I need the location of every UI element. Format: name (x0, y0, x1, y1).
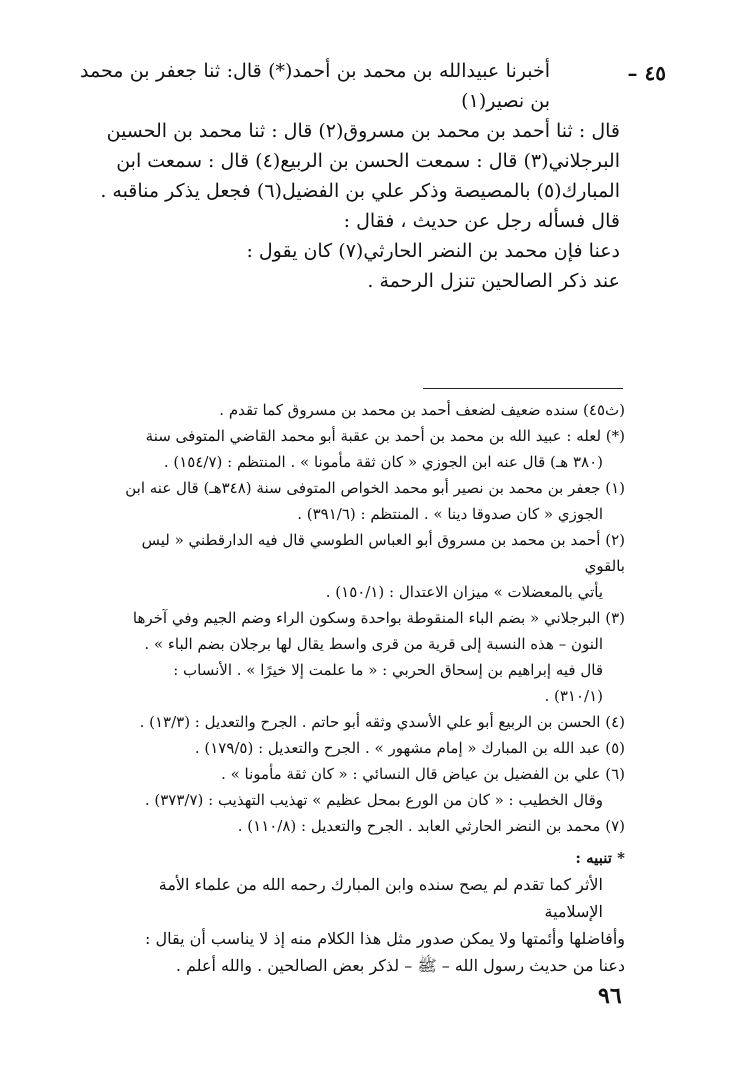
footnote-line: (٤) الحسن بن الربيع أبو علي الأسدي وثقه أبو حاتم . الجرح والتعديل : (١٣/٣) . (139, 713, 625, 731)
footnote-line: يأتي بالمعضلات » ميزان الاعتدال : (١٥٠/١) . (325, 583, 603, 601)
entry-number: ٤٥ – (627, 61, 666, 85)
footnote-line: (٧) محمد بن النضر الحارثي العابد . الجرح والتعديل : (١١٠/٨) . (237, 817, 625, 835)
main-line: قال : ثنا أحمد بن محمد بن مسروق(٢) قال : ثنا محمد بن الحسين (106, 120, 620, 142)
footnote-line: (٣) البرجلاني « بضم الباء المنقوطة بواحدة وسكون الراء وضم الجيم وفي آخرها (132, 609, 625, 627)
tanbih-line: وأفاضلها وأئمتها ولا يمكن صدور مثل هذا الكلام منه إذ لا يناسب أن يقال : (145, 929, 625, 948)
footnote-line: قال فيه إبراهيم بن إسحاق الحربي : « ما علمت إلا خيرًا » . الأنساب : (173, 661, 603, 679)
footnote-line: (ث٤٥) سنده ضعيف لضعف أحمد بن محمد بن مسروق كما تقدم . (219, 401, 625, 419)
main-line: أخبرنا عبيدالله بن محمد بن أحمد(*) قال: ثنا جعفر بن محمد بن نصير(١) (80, 60, 550, 112)
main-line: دعنا فإن محمد بن النضر الحارثي(٧) كان يقول : (246, 240, 620, 262)
main-line: المبارك(٥) بالمصيصة وذكر علي بن الفضيل(٦) فجعل يذكر مناقبه . (100, 180, 620, 202)
main-line: قال فسأله رجل عن حديث ، فقال : (343, 210, 620, 232)
footnote-line: النون – هذه النسبة إلى قرية من قرى واسط يقال لها برجلان بضم الباء » . (144, 635, 603, 653)
footnote-line: (١) جعفر بن محمد بن نصير أبو محمد الخواص المتوفى سنة (٣٤٨هـ) قال عنه ابن (125, 479, 625, 497)
footnote-line: (٢) أحمد بن محمد بن مسروق أبو العباس الطوسي قال فيه الدارقطني « ليس بالقوي (141, 531, 625, 575)
footnote-line: (*) لعله : عبيد الله بن محمد بن أحمد بن عقبة أبو محمد القاضي المتوفى سنة (145, 427, 625, 445)
page-number: ٩٦ (598, 983, 622, 1009)
footnote-line: الجوزي « كان صدوقا دينا » . المنتظم : (٣٩١/٦) . (297, 505, 603, 523)
footnote-line: (٣٨٠ هـ) قال عنه ابن الجوزي « كان ثقة مأمونا » . المنتظم : (١٥٤/٧) . (163, 453, 603, 471)
tanbih-line: الأثر كما تقدم لم يصح سنده وابن المبارك رحمه الله من علماء الأمة الإسلامية (158, 875, 603, 921)
main-text (80, 56, 620, 296)
footnote-line: (٥) عبد الله بن المبارك « إمام مشهور » . الجرح والتعديل : (١٧٩/٥) . (194, 739, 625, 757)
main-line: البرجلاني(٣) قال : سمعت الحسن بن الربيع(٤) قال : سمعت ابن (116, 150, 620, 172)
footnotes (100, 397, 625, 979)
footnote-line: (٦) علي بن الفضيل بن عياض قال النسائي : « كان ثقة مأمونا » . (221, 765, 625, 783)
footnote-line: (٣١٠/١) . (544, 687, 603, 705)
tanbih-title: * تنبيه : (575, 849, 625, 867)
footnote-divider (423, 388, 623, 389)
tanbih-line: دعنا من حديث رسول الله – ﷺ – لذكر بعض الصالحين . والله أعلم . (175, 956, 625, 975)
main-line: عند ذكر الصالحين تنزل الرحمة . (367, 270, 620, 292)
footnote-line: وقال الخطيب : « كان من الورع بمحل عظيم » تهذيب التهذيب : (٣٧٣/٧) . (144, 791, 603, 809)
